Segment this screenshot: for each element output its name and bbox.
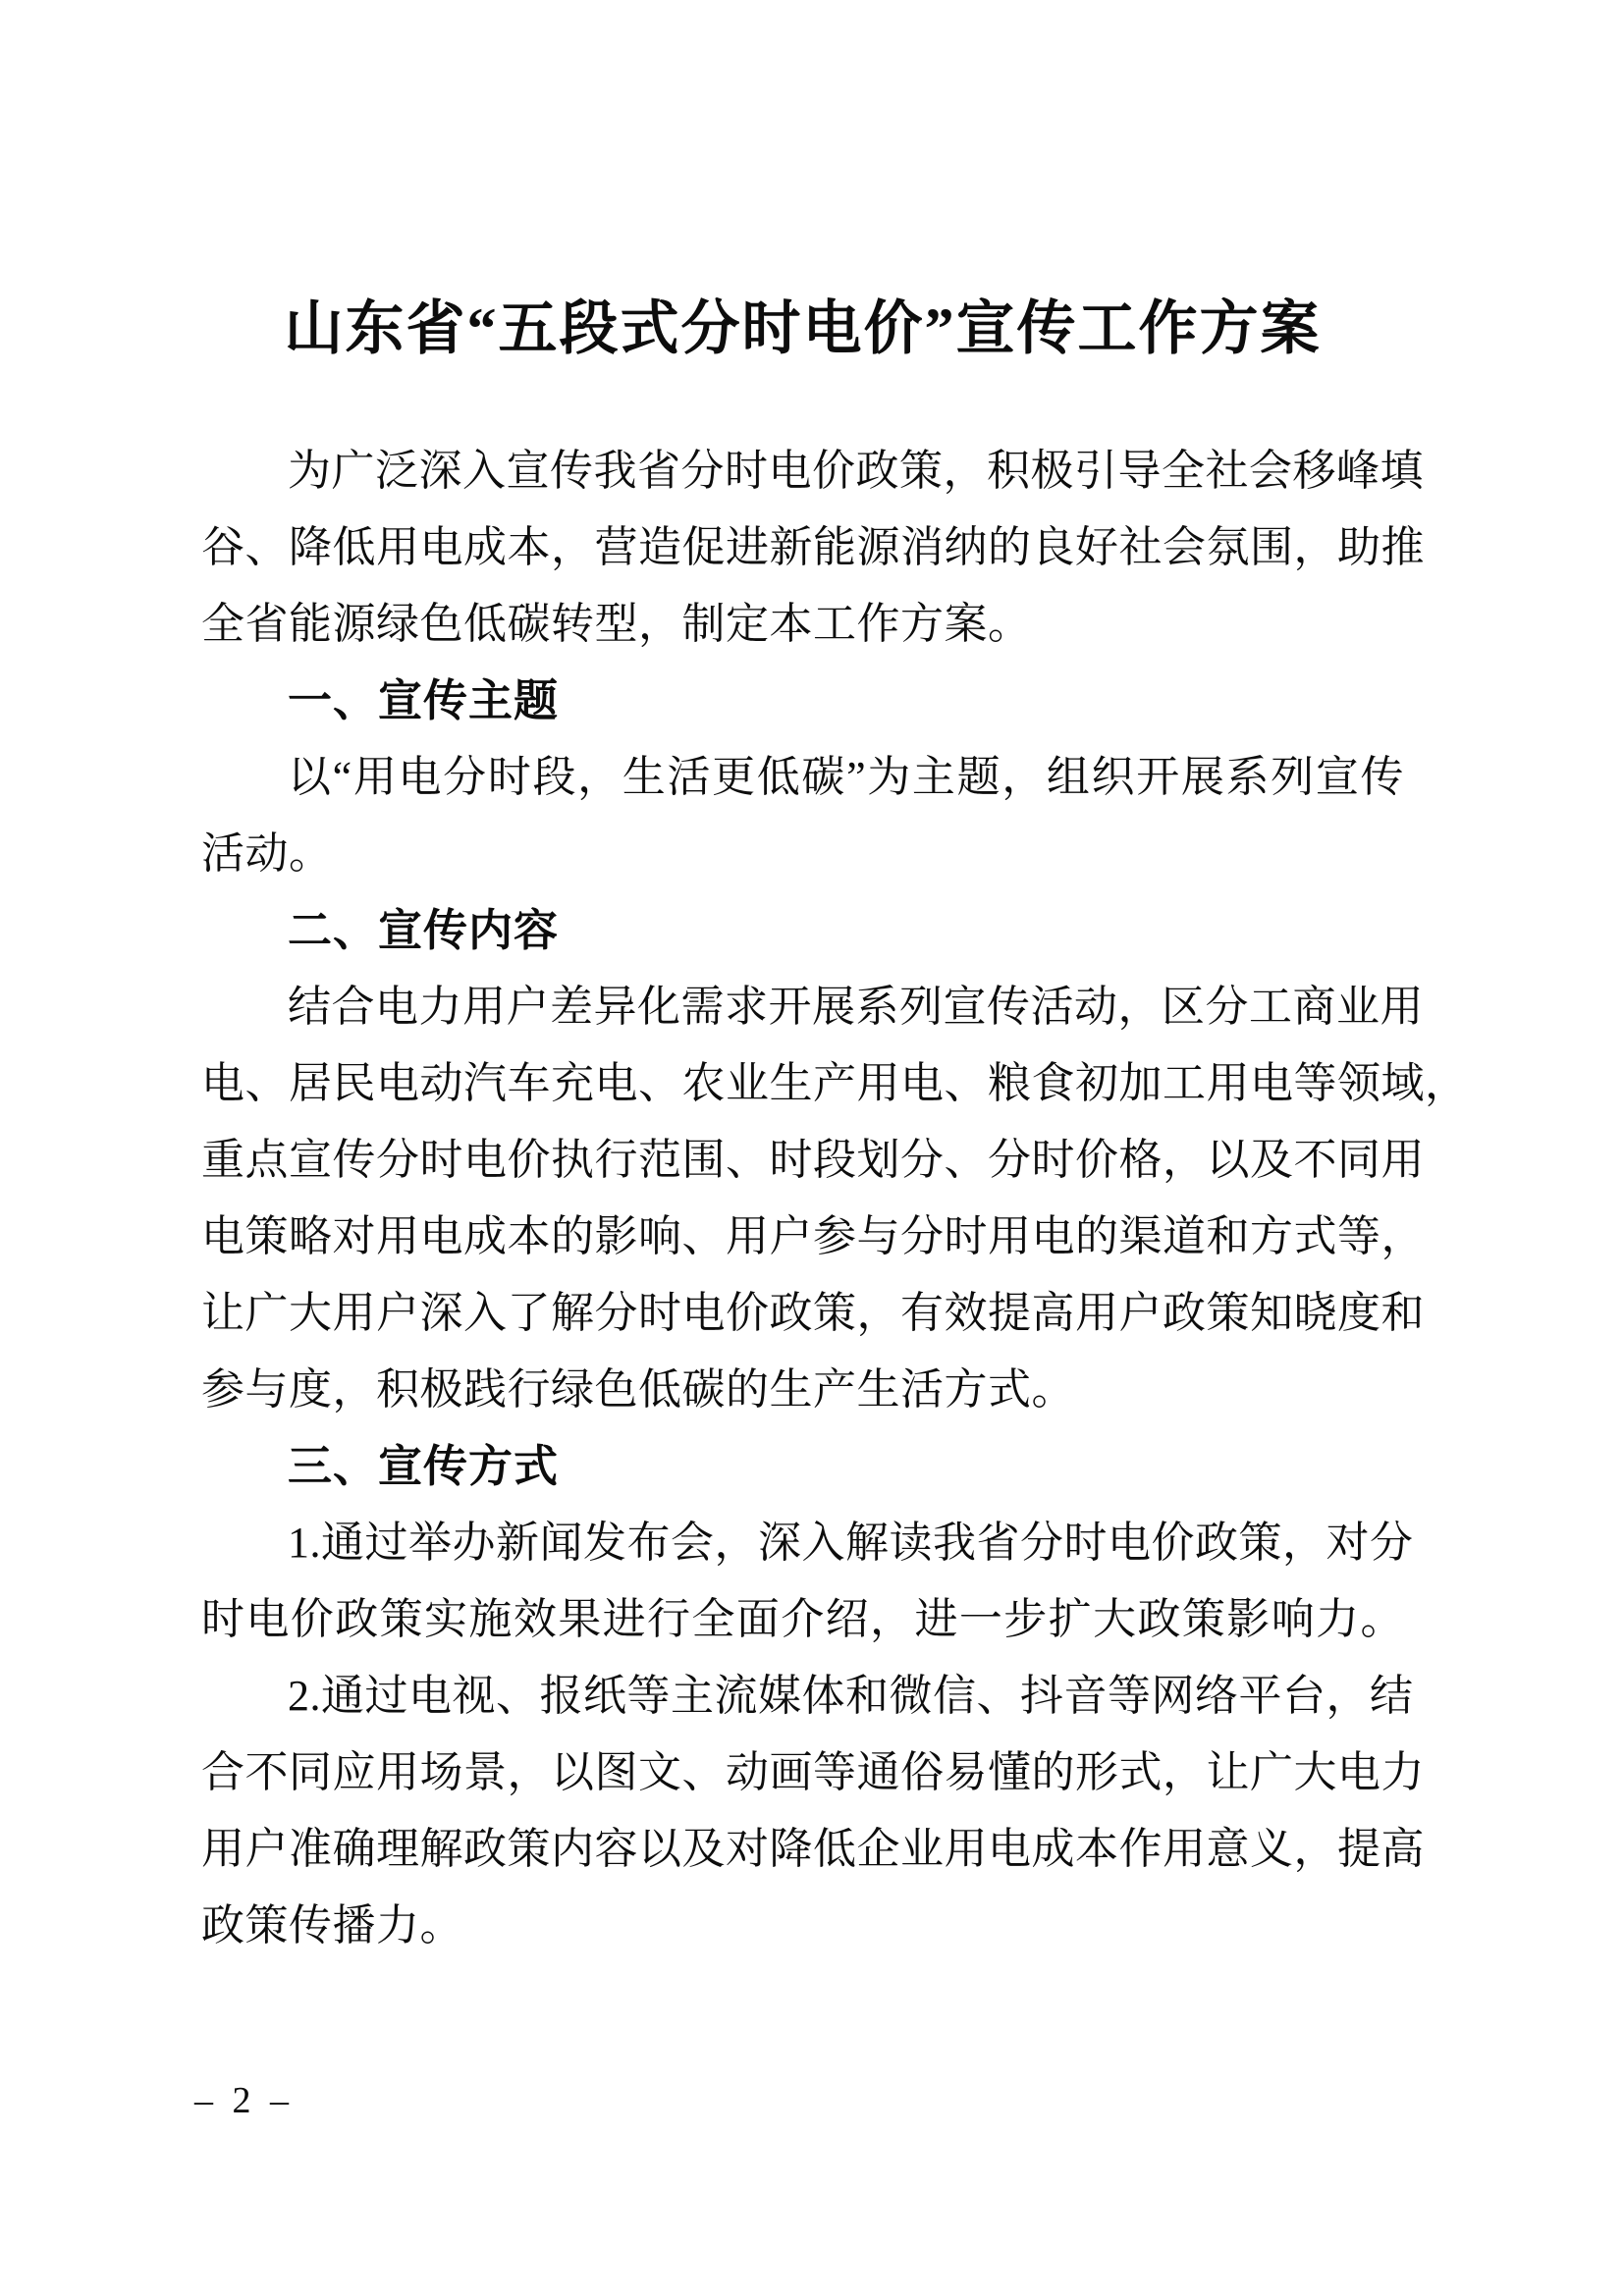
section3-item2-line-2: 合不同应用场景，以图文、动画等通俗易懂的形式，让广大电力: [201, 1748, 1425, 1796]
text-column: [201, 0, 1469, 1964]
document-title: 山东省“五段式分时电价”宣传工作方案: [284, 296, 1322, 361]
section-heading-2: 二、宣传内容: [288, 905, 560, 955]
section-heading-3: 三、宣传方式: [288, 1441, 560, 1491]
section3-item2-line-1: 2.通过电视、报纸等主流媒体和微信、抖音等网络平台，结: [288, 1672, 1414, 1720]
section-heading-1: 一、宣传主题: [288, 675, 560, 725]
section3-item1-line-2: 时电价政策实施效果进行全面介绍，进一步扩大政策影响力。: [201, 1595, 1404, 1643]
intro-line-3: 全省能源绿色低碳转型，制定本工作方案。: [201, 600, 1032, 648]
page-number: – 2 –: [194, 2080, 294, 2121]
intro-line-1: 为广泛深入宣传我省分时电价政策，积极引导全社会移峰填: [288, 447, 1424, 495]
section3-item1-line-1: 1.通过举办新闻发布会，深入解读我省分时电价政策，对分: [288, 1519, 1414, 1567]
section2-line-2: 电、居民电动汽车充电、农业生产用电、粮食初加工用电等领域，: [201, 1059, 1469, 1107]
section3-item2-line-4: 政策传播力。: [201, 1901, 463, 1949]
intro-line-2: 谷、降低用电成本，营造促进新能源消纳的良好社会氛围，助推: [201, 523, 1425, 571]
section2-line-6: 参与度，积极践行绿色低碳的生产生活方式。: [201, 1365, 1075, 1414]
section1-line-1: 以“用电分时段，生活更低碳”为主题，组织开展系列宣传: [288, 753, 1404, 801]
section2-line-5: 让广大用户深入了解分时电价政策，有效提高用户政策知晓度和: [201, 1289, 1425, 1337]
section2-line-3: 重点宣传分时电价执行范围、时段划分、分时价格，以及不同用: [201, 1136, 1425, 1184]
section2-line-1: 结合电力用户差异化需求开展系列宣传活动，区分工商业用: [288, 983, 1424, 1031]
section3-item2-line-3: 用户准确理解政策内容以及对降低企业用电成本作用意义，提高: [201, 1825, 1425, 1873]
section1-line-2: 活动。: [201, 829, 333, 878]
section2-line-4: 电策略对用电成本的影响、用户参与分时用电的渠道和方式等，: [201, 1212, 1425, 1260]
